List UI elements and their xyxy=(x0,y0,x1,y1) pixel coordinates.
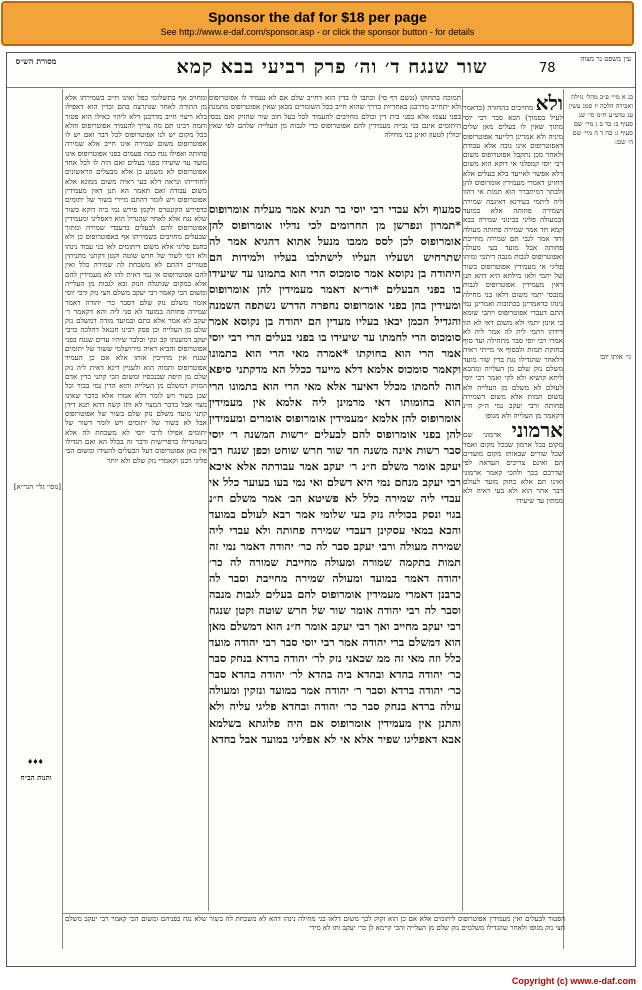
masoret-lower-note: [נוסי׳ גלי׳ הגר״א] xyxy=(13,483,61,491)
page-number: 78 xyxy=(539,61,556,76)
sponsor-title[interactable]: Sponsor the daf for $18 per page xyxy=(208,9,427,25)
masoret-column xyxy=(9,93,61,953)
masoret-mid-note: ותנות הב״ח xyxy=(20,773,52,782)
sponsor-banner[interactable] xyxy=(1,1,634,46)
top-commentary-text: תמוכה בתחוקו (נגשם דף סי) וכתבו לו בדין הוא דחייב שלם אם לא נעמיד לו אפוטרופוס ולא יתחייב מדרבנן באחריות כדרך שהוא חייב בכל השומרים מכאן שאין אפוטרופוס מתמנה בפני עצמו אלא בפני בית דין וכולם מחויבים להעמיד לכל בעל חוב שור שהזיק ואם נכסי היתומים אינם בני גבייה מעמידין להם אפוטרופוס כדי לגבות מן העלייה שלהם לפי שאין יכולין לטעון ואינן בני מחילה xyxy=(209,93,461,140)
rashi-opening-word: ולא xyxy=(535,93,563,115)
rashi-lower-text: ארמוני שם מקום בכל ארמון שבכל מקום ואמר שכל שורים שבאותו מקום מועדים הם ואינם צריכים העדאה לפי שדרכם בכך ולהכי קאמר ארמוני ואינו תם אלא כחוק מועד לעולם דבר אחר הוא ולא בעי ראיה ולא ממתין עד שיעידו xyxy=(463,429,563,505)
sponsor-subtitle[interactable]: See http://www.e-daf.com/sponsor.asp - or click the sponsor button - for details xyxy=(160,27,475,37)
rashi-lower-opening: ארמוני xyxy=(511,417,563,442)
rashi-text: מחויבים בהחזרה (כדאמר לעיל בסמוך) הכא סבר רבי יוסי מתוך שאין לו בעלים מאן שלים מיניה ולא אמרינן דלייעד אפוטרופוס דאפוטרופוס אינו גובה אלא עבודת ולאחר מכן נתקבל אפוטרופוס משום רבי יוסי קמפלגי אי דוקא הוא משום דלא אפשר לאייעד בלא בעלים אלא דחזינן דאמרי מעמידין אומרופוס להן ולבתר דמיתברר הוא תמות אי דהוו ליה ליתמי בעידנא דאיגבה שמירה ושמירה פחותה אלא במועד ובמעולה פליגי בבינוני שמירה בבא קמא חד אמר שמירה פחותה מעולה וחד אמר לגבי תם שמירה מחייבת פחותה אבל מועד בעי מעולה ואפוטרופוס לגבות מנבה דיתמי ומיהו פליגי אי מעמידין אפוטרופוס בשור של יתמי ולאו מילתא היא דהא תנן דאין מעמידין אפוטרופוס לגבות מנכסי יתמי משום דלאו בני מחילה נינהו כדאמרינן בכתובות ואמרינן נמי התם דעבדי אפוטרופוס ויהבי שומא כי אינון יתמי ולא משום דאי לא הוו דידהו ויתמי לית לה אמר ליה לא אמרו רבי יוסי סבר מתחילה ועד סוף בחזקת תמות ולבסוף אי מייתי ראיה דלאחר שהגדילו נגח בדין שור מועד משלם נזק שלם מן העלייה ומהכא ליתא קושיא ולא לקי ואמר רבי יוסי לעולם לא משלם מן העלייה ולא משום תמות אלא משום דשמירה פחותה ורבי יעקב נמי ה״ק ח״נ דקאמר מן העלייה ולא מגופו xyxy=(463,103,563,420)
ein-mishpat-column xyxy=(567,93,633,693)
gemara-text: סמעוף ולא עבדי רבי יוסי בר תניא אמר מעליה אומרופוס *תמרון ונפרשן מן החרומים לכי נדליו אומרופוס להן אומרופוס לכן לסס ממבו מנעל אתוא דהגיא אמר לה שתרחיש ושעליו העליו לישתלבו בעליו ולמידות הם היהודה בן נקוסא אמר סומכוס הרי הוא בתמונו עד שיעידו בו בפני הבעלים *ור״א דאמר מעמידין להן אומרופוס ומעידין בהן בפני אומרופוס נחפרה הדרש נשתפה השמנה והגדיל הכמן יבאו בעליו מעדין הם יהודה בן נקוסא אמר סומכוס הרי לחמתו עד שיעידו בו בפני בעלים הרי רבי יוסי אמר הרי הוא בחוקתו *אמרה מאי הרי הוא בתמונו וקאמר סומכוס אלמא דלא מייעד ככלל הא מדקתני סיפא הוה לחמתו מכלל דאיעד אלא מאי הרי הוא בתמונו הרי הוא בחומותו דאי מרמינן ליה אלמא אין מעמידין אומרופוס להן אלמא ״מעמידין אומרופוס אומרים ומעמידין להן בפני אומרופוס להם לבעלים ״רשות המשנה ר׳ יוסי סבר רשות אינה משנה חד שור חרש שוחט וכפן שנגח רבי יעקב אומר משלם ח״נ ר׳ יעקב אמר עבודתה אלא איכא רבי יעקב מנחם נמי היא דשלם ואי נמי בעו בעוער כלל אי עבדי ליה שמירה כלל לא פשיטא הב׳ אמר משלם ח״נ בגוי ונסק בכוליה נזק בעי שלומי אמר רבא לעולם במועד והכא במאי עסקינן דעבדי שמירה פחותה ולא עבדי ליה שמירה מעולה ורבי יעקב סבר לה כר׳ יהודה דאמר נמי זה תמות בתקמה שמורה ומעולה מחייבת שמורה לה כר׳ יהודה דאמר במועד ומעולה שמירה מחייבת וסבר לה כרבנן דאמרי מעמידין אומרופוס להם בעלים לגבות מנבה וסבר לה רבי יהודה אומר שור של חרש שוטה וקטן שנגח רבי יעקב מחייב ואך רבי יעקב אומר ח״נ הוא דמשלם מאן הוא דמשלם ברי יהודה אמר רבי יוסי סבר רבי יהודה מועד כלל וזה מאי זה ממ שכאני נזק לר׳ יהודה ברדא בנחק סבר כר׳ יהודה בהדא ובהדא ביה בהדא לר׳ יהודה בהדא סבר כר׳ יהודה ברדא וסבר ר׳ יהודה אמר במועד ונזקין ומעולה עולה ברדא בנחק סבר כר׳ יהודה ובחדא פליגי עליה ולא והתנן אין מעמידין אומרופוס אם היה פלוגתא בשלמא אבא דאפליגו שפיר אלא אי לא אפליגי במועד אבל בחדא xyxy=(209,202,461,746)
gemara-text-block xyxy=(209,201,461,911)
copyright-notice[interactable]: Copyright (c) www.e-daf.com xyxy=(511,976,636,986)
bottom-commentary-text: הפטור לבעלים ואין מעמידין אפוטרופוס ליתומים אלא אם כן הוא זקוק לכך משום דלאו בני מחילה נינהו דהא לא משכחת לה בשור שלא נגח בפניהם ומשום הכי קאמר רבי יעקב משלם חצי נזק מגופו ולאחר שהגדילו משלמים נזק שלם מן העלייה והכי קיימא לן כר׳ יעקב ותו לא מידי xyxy=(65,915,565,933)
ein-mishpat-note: גי׳ אותו יובו xyxy=(599,353,631,361)
page-header xyxy=(7,53,635,88)
talmud-page xyxy=(6,52,636,967)
top-commentary-block xyxy=(209,93,461,197)
running-head: שור שנגח ד׳ וה׳ פרק רביעי בבא קמא xyxy=(176,56,488,78)
section-marker: ♦♦♦ xyxy=(27,758,43,766)
column-divider xyxy=(62,89,63,949)
masoret-heading: מסורת הש״ס xyxy=(15,56,57,66)
tosafot-column xyxy=(65,93,207,943)
ein-mishpat-text: בג א מיי׳ פ״ב מהל׳ גזילה ואבידה הלכה יז סמג עשין עג טוש״ע ח״מ סי׳ שנ סעיף ב: בד ב ג מיי׳ שם סעיף ג: בה ד ה מיי׳ שם ה׳ שם: xyxy=(568,93,633,146)
column-divider xyxy=(563,89,564,949)
tosafot-text: ומחויב אף בתשלומי כפל ואינו חייב בשמירתו אלא מן התורה לאחר שנתרצה בהם ובדין הוא דאפילו בלא ריצוי חייב מדרבנן דלא ליהוי כאילו הוא פטור ותמה רבינו תם מה צריך להעמיד אפוטרופוס והלא בכל מקום יש לנו אפוטרופוס לכל דבר ואם יש לו אפוטרופוס משום שמירה אינו חייב אלא שמירה פחותה ואפילו נגח כמה פעמים בפני אפוטרופוס אינו מועד עד שיעידו בפני בעלים ואם היה לו לכל אחד אפוטרופוס לא משמע כן אלא מבעלים הראשונים לחודייהו ונראה דלא בעי ראיה משום ממונא אלא משום עבודה ואם תאמר הא תנן דאין מעמידין אפוטרופוס ויש לומר דהתם מיירי בשור של יתומים כדפירש הקונטרס ולקמן פירש נמי ביה דוקא בשור שלא נגח אלא לאחר שהגדיל הוא דאפליגו ומעמידין אפוטרופוס להם לבעלים בדעבדי שמירה ומתוך שבעלים מחויבים בשמירתו אף באפוטרופוס כן ולא בחנם פליגי אלא משום דיתומים לאו בני עבוד נינהו ולא דמי לשור של חרש שוטה וקטן דקתני מתניתין פטורים דהתם לא משכחת לה שמירה כלל ואין להם אפוטרופוס אי נמי דאית להו לא מעמידין להם אלא במקום שנתגלה הנזק ובא לגבות מן העלייה ומשום הכי קאמר רבי יעקב משלם חצי נזק ורבי יוסי אומר משלם נזק שלם דסבר כר׳ יהודה דאמר שמירה פחותה במועד לא סגי ליה והא דקאמר ר׳ יעקב לא אמר אלא בתם ובמועד מודה דמשלם נזק שלם מן העלייה וכן פסק רבינו חננאל דהלכה כרבי יעקב דמשנתו קב ונקי ובלבד שיהיו עדים שנגח בפני אפוטרופוס והביא ראיה מירושלמי ששור של יתומים שנגח אין מחייבין אותו אלא אם כן העמיד אפוטרופוס ותמוה הוא ולעניין דינא דאית ליה נזק שלם מן היפה שבנכסיו ומשום הכי קתני כדין אדם המזיק דמשלם מן העלייה והוא הדין נמי בבור וכל שכן בשור ויש לומר דלא אמרו אלא בדבר שאינו מצוי אבל בדבר המצוי לא ותו קשה דהא תנא דידן קתני מועד משלם נזק שלם בשור של אפוטרופוס אבל לא בשור של יתומים ויש לומר דשור של יתומים אפילו לרבי יוסי לא משכחת לה אלא כשהגדילו כדפרישית ודבר זה בכלל הא ואם הגדילו אין כאן אפוטרופוס דעל הבעלים להעידו ומשום הכי פליגי רבנן וקאמרי נזק שלם ולא יותר xyxy=(65,93,207,465)
bottom-commentary xyxy=(65,915,565,955)
ein-mishpat-heading: עין משפט נר מצוה xyxy=(580,55,631,63)
rashi-column xyxy=(463,93,563,943)
